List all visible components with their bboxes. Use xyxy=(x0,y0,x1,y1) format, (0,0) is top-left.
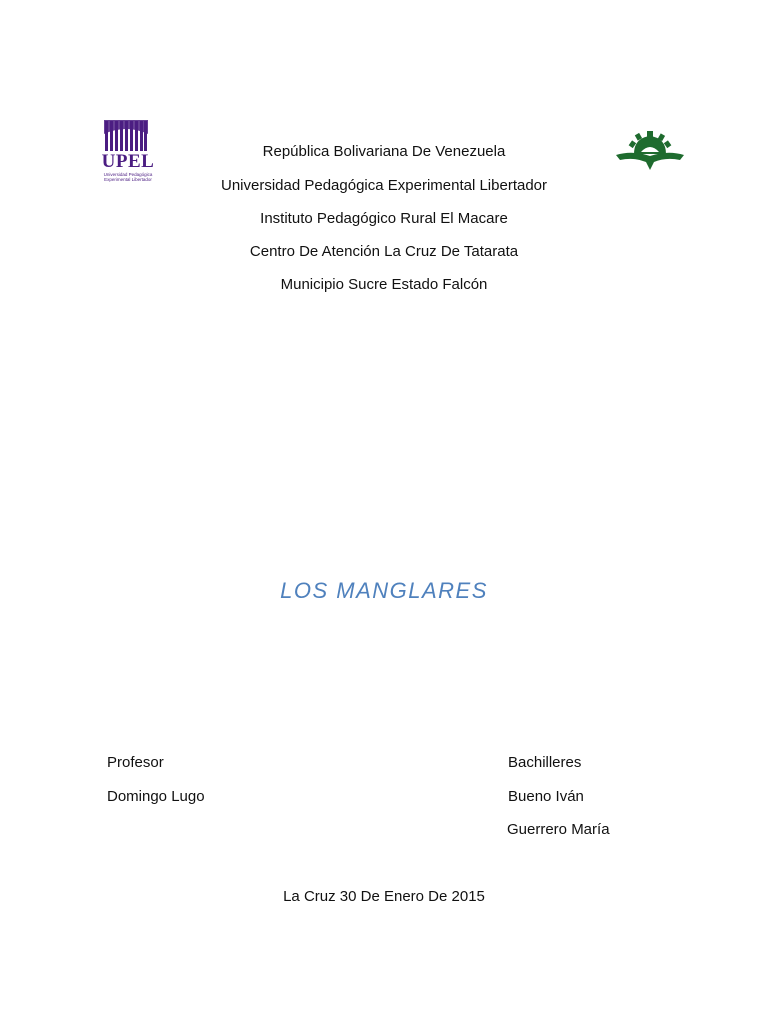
date-line: La Cruz 30 De Enero De 2015 xyxy=(283,888,485,905)
header-line-universidad: Universidad Pedagógica Experimental Libertador xyxy=(220,177,548,194)
header-line-centro: Centro De Atención La Cruz De Tatarata xyxy=(249,243,519,260)
upel-subtitle-line2: Experimental Libertador xyxy=(104,177,152,182)
professor-heading: Profesor xyxy=(107,754,164,771)
header-line-municipio: Municipio Sucre Estado Falcón xyxy=(280,276,488,293)
professor-name: Domingo Lugo xyxy=(107,788,205,805)
upel-subtitle-line1: Universidad Pedagógica xyxy=(103,172,153,177)
students-heading: Bachilleres xyxy=(508,754,582,771)
document-title: LOS MANGLARES xyxy=(280,578,488,603)
student-name: Guerrero María xyxy=(507,821,610,838)
upel-wordmark: UPEL xyxy=(101,151,155,172)
header-line-republica: República Bolivariana De Venezuela xyxy=(262,143,506,160)
student-name: Bueno Iván xyxy=(508,788,584,805)
green-gear-emblem-icon xyxy=(614,128,686,174)
header-line-instituto: Instituto Pedagógico Rural El Macare xyxy=(260,210,508,227)
